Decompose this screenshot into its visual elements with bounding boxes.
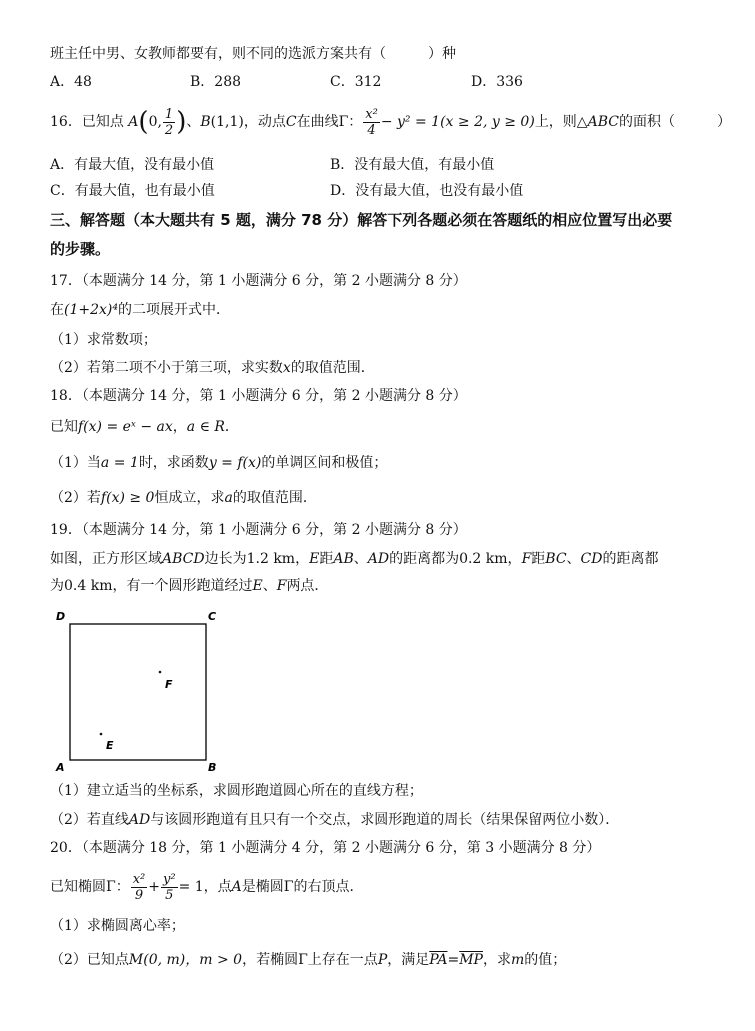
q17-header: 17．（本题满分 14 分，第 1 小题满分 6 分，第 2 小题满分 8 分） [50,273,467,289]
q17-part2-b: 的取值范围． [290,360,375,376]
q20-part2 [50,950,566,970]
frac-x2-over-4 [363,107,380,138]
point-a: A [231,879,242,895]
q17-part2 [50,358,375,378]
side-cd: CD [580,551,603,567]
q18-part2-b: 恒成立，求 [154,490,225,506]
q18-part2 [50,488,317,508]
plus-sign: + [148,879,160,895]
q19-intro-line1 [50,549,658,569]
q16-option-d: D．没有最大值，也没有最小值 [330,183,524,199]
q19-part1: （1）建立适当的坐标系，求圆形跑道圆心所在的直线方程； [50,783,423,799]
q16-option-b: B．没有最大值，有最小值 [330,157,495,173]
point-f-label: F [165,678,173,691]
curve-condition: (x ≥ 2, y ≥ 0) [440,114,535,130]
q19-l1h: 的距离都 [602,551,659,567]
square-outline [70,624,206,760]
q20-part2-d: ，求 [482,952,511,968]
q15-option-d: D．336 [471,74,523,90]
q19-l2c: 两点． [286,578,329,594]
m-positive: ，m > 0 [185,952,243,968]
q20-part1: （1）求椭圆离心率； [50,918,185,934]
q18-part1 [50,453,387,473]
q16-end: 的面积（ ） [618,114,731,130]
point-f: F [521,551,532,567]
q18-part1-b: 时，求函数 [138,455,209,471]
a-coord-x: 0, [148,114,162,130]
q16-prefix: 16．已知点 [50,114,124,130]
q19-l1c: 距 [319,551,334,567]
separator: 、 [186,114,201,130]
q19-part2 [50,810,619,830]
y-equals-f: y = f(x) [208,455,262,471]
corner-d-label: D [56,610,66,623]
point-f-dot [159,671,162,674]
q16-mid: ，动点 [243,114,286,130]
a-equals-1: a = 1 [100,455,139,471]
q18-intro-a: 已知 [50,419,78,435]
binomial-expr: (1+2x)⁴ [64,302,118,318]
q16-stem [50,104,731,140]
q19-l1b: 边长为1.2 km， [204,551,310,567]
q18-header: 18．（本题满分 14 分，第 1 小题满分 6 分，第 2 小题满分 8 分） [50,388,467,404]
line-ad: AD [128,812,151,828]
square-figure [50,608,230,778]
q16-suffix: 上，则△ [534,114,588,130]
q19-intro-line2 [50,576,328,596]
a-in-r: a ∈ R [186,419,225,435]
point-m: M(0, m) [128,952,186,968]
square-abcd: ABCD [162,551,205,567]
equals-one: = 1 [178,879,204,895]
corner-a-label: A [56,761,65,774]
q19-l1a: 如图，正方形区域 [50,551,162,567]
q18-part2-a: （2）若 [50,490,101,506]
frac-one-half [163,107,175,138]
q20-part2-e: 的值； [524,952,567,968]
point-f: F [276,578,287,594]
q15-option-b: B．288 [190,74,242,90]
side-ab: AB [333,551,354,567]
q20-intro-c: 是椭圆Γ的右顶点． [241,879,364,895]
corner-b-label: B [208,761,217,774]
q15-option-c: C．312 [330,74,382,90]
corner-c-label: C [208,610,217,623]
frac-den: 4 [367,122,376,138]
q20-intro-a: 已知椭圆Γ： [50,879,130,895]
f-ge-zero: f(x) ≥ 0 [100,490,155,506]
frac-num: y² [163,871,176,887]
point-c-label: C [285,114,297,130]
side-ad: AD [367,551,390,567]
point-b-coord: (1,1) [210,114,244,130]
var-x: x [282,360,291,376]
q19-header: 19．（本题满分 14 分，第 1 小题满分 6 分，第 2 小题满分 8 分） [50,522,467,538]
side-bc: BC [545,551,567,567]
frac-den: 2 [164,122,174,138]
section-3-heading-cont: 的步骤。 [50,240,111,258]
q20-intro-b: ，点 [203,879,232,895]
q20-intro [50,870,364,904]
q16-option-c: C．有最大值，也有最小值 [50,183,215,199]
q18-part1-c: 的单调区间和极值； [261,455,388,471]
q17-intro-a: 在 [50,302,64,318]
vector-pa: $\overline{PA}$ [429,952,448,968]
point-e-label: E [106,739,114,752]
q19-l1g: 、 [566,551,581,567]
curve-rest: − y² = 1 [380,114,441,130]
q19-l1f: 距 [531,551,546,567]
q17-intro-b: 的二项展开式中． [117,302,230,318]
point-e-dot [100,733,103,736]
var-a: a [224,490,233,506]
frac-den: 5 [165,887,174,903]
q15-continuation: 班主任中男、女教师都要有，则不同的选派方案共有（ ）种 [50,46,456,62]
point-e: E [309,551,320,567]
q17-part1: （1）求常数项； [50,332,157,348]
paren-close: ) [176,107,187,137]
function-def: f(x) = eˣ − ax [78,419,173,435]
triangle-abc: ABC [587,114,619,130]
frac-den: 9 [134,887,144,903]
q17-intro [50,300,230,320]
frac-num: x² [365,106,378,122]
q20-part2-b: ，若椭圆Γ上存在一点 [242,952,378,968]
frac-num: 1 [164,106,174,122]
q15-option-a: A．48 [50,74,92,90]
point-p: P [377,952,388,968]
q19-l1d: 、 [353,551,368,567]
q16-option-a: A．有最大值，没有最小值 [50,157,215,173]
q20-part2-a: （2）已知点 [50,952,129,968]
q19-part2-a: （2）若直线 [50,812,129,828]
point-b-label: B [200,114,211,130]
frac-x2-over-9 [131,872,148,903]
q20-header: 20．（本题满分 18 分，第 1 小题满分 4 分，第 2 小题满分 6 分，第 3 小题满分 8 分） [50,840,601,856]
q18-part1-a: （1）当 [50,455,101,471]
q20-part2-c: ，满足 [387,952,430,968]
q19-part2-b: 与该圆形跑道有且只有一个交点，求圆形跑道的周长（结果保留两位小数）． [150,812,620,828]
q18-intro: 已知f(x) = eˣ − ax，a ∈ R． [50,419,239,435]
var-m: m [510,952,525,968]
q19-l2b: 、 [262,578,277,594]
q18-part2-c: 的取值范围． [232,490,317,506]
equals-sign: = [447,952,460,968]
frac-y2-over-5 [161,872,178,903]
point-a-label: A [128,114,139,130]
vector-mp: $\overline{MP}$ [459,952,483,968]
point-e: E [252,578,263,594]
q17-part2-a: （2）若第二项不小于第三项，求实数 [50,360,283,376]
q16-curve-text: 在曲线Γ： [296,114,363,130]
q19-l2a: 为0.4 km，有一个圆形跑道经过 [50,578,253,594]
section-3-heading: 三、解答题（本大题共有 5 题，满分 78 分）解答下列各题必须在答题纸的相应位置写出必要 [50,211,673,229]
paren-open: ( [138,107,149,137]
q19-l1e: 的距离都为0.2 km， [389,551,522,567]
frac-num: x² [132,871,146,887]
q18-intro-b: ． [224,419,239,435]
